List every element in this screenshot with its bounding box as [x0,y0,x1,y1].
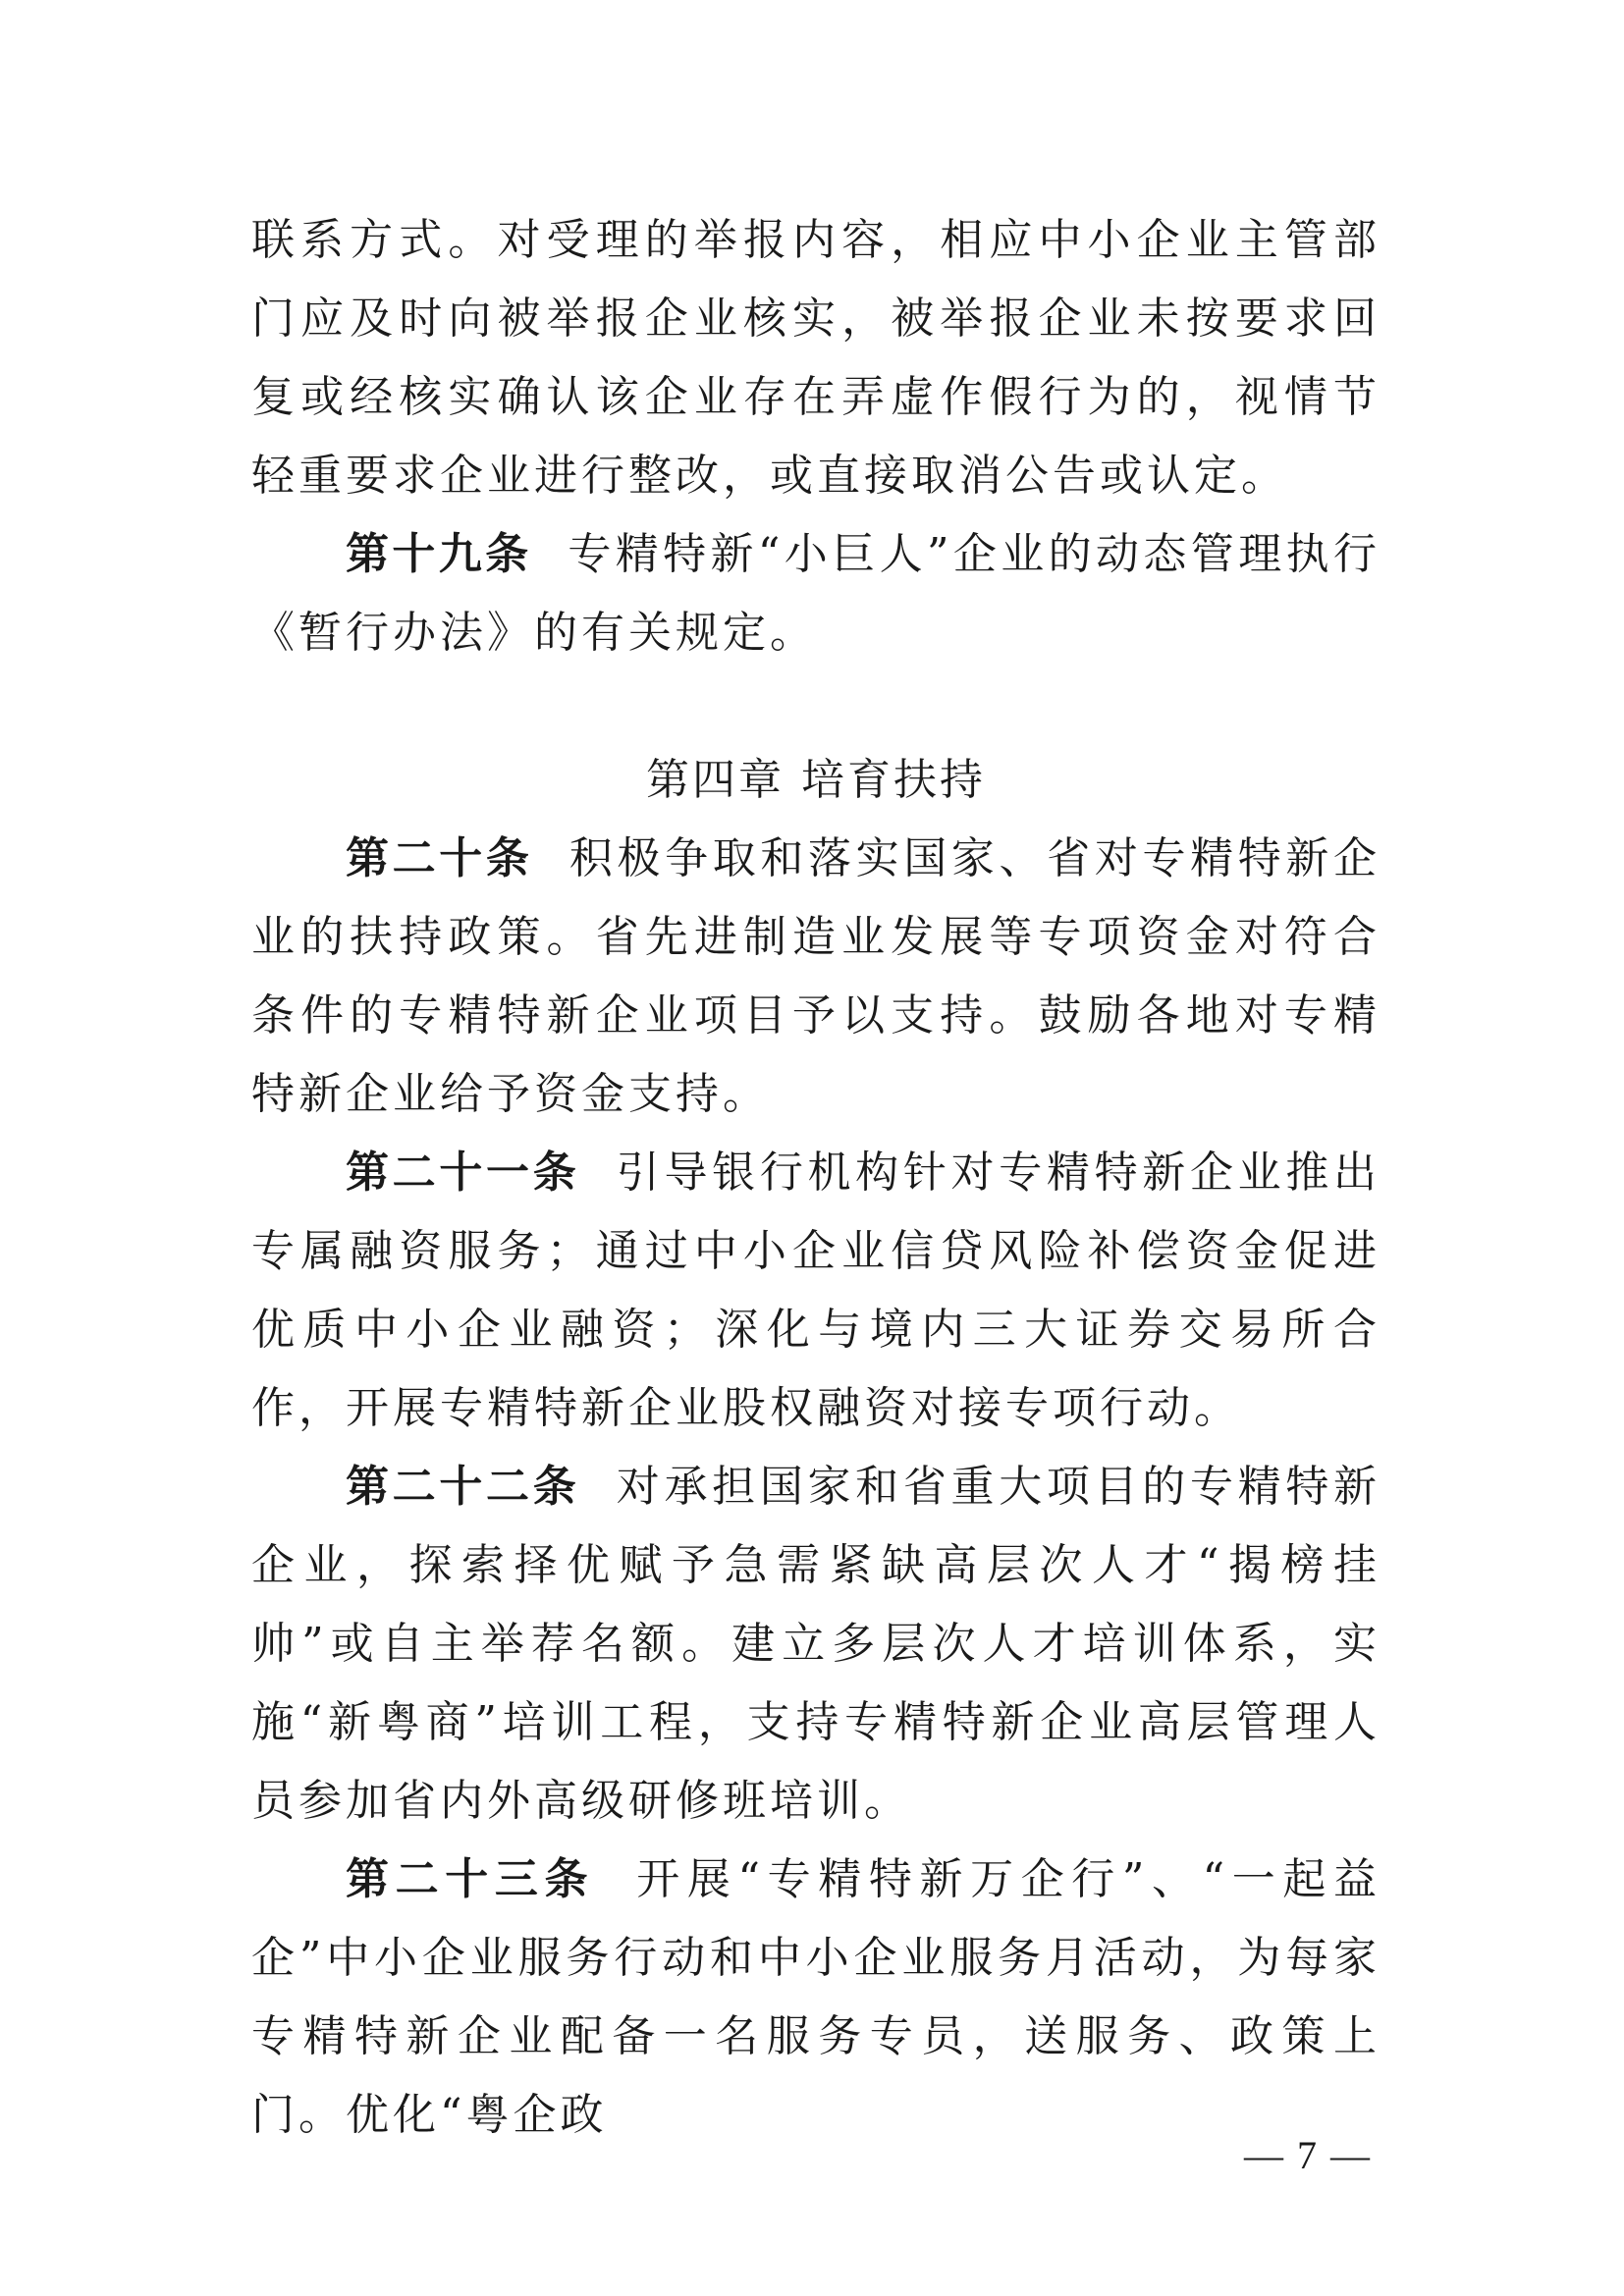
continuation-paragraph [251,201,1380,515]
article-22-text: 对承担国家和省重大项目的专精特新企业，探索择优赋予急需紧缺高层次人才“揭榜挂帅”或自主举荐名额。建立多层次人才培训体系，实施“新粤商”培训工程，支持专精特新企业高层管理人员参加省内外高级研修班培训。 [251,1462,1381,1826]
article-20-text: 积极争取和落实国家、省对专精特新企业的扶持政策。省先进制造业发展等专项资金对符合条件的专精特新企业项目予以支持。鼓励各地对专精特新企业给予资金支持。 [251,833,1381,1119]
article-21-label: 第二十一条 [346,1148,580,1198]
article-22-label: 第二十二条 [346,1462,580,1512]
article-22-paragraph [251,1448,1380,1841]
chapter-title: 第四章 培育扶持 [646,755,986,805]
article-19-text: 专精特新“小巨人”企业的动态管理执行《暂行办法》的有关规定。 [251,529,1380,658]
article-20-label: 第二十条 [346,833,533,883]
article-23-paragraph [251,1841,1380,2155]
article-23-label: 第二十三条 [346,1854,595,1904]
article-21-paragraph [251,1134,1380,1448]
article-21-text: 引导银行机构针对专精特新企业推出专属融资服务；通过中小企业信贷风险补偿资金促进优质中小企业融资；深化与境内三大证券交易所合作，开展专精特新企业股权融资对接专项行动。 [251,1148,1381,1433]
article-23-text: 开展“专精特新万企行”、“一起益企”中小企业服务行动和中小企业服务月活动，为每家专精特新企业配备一名服务专员，送服务、政策上门。优化“粤企政 [251,1854,1380,2140]
article-19-label: 第十九条 [346,529,532,579]
article-19-paragraph [251,515,1380,672]
document-body [251,201,1380,2155]
page-number: — 7 — [1244,2133,1372,2177]
article-20-paragraph [251,820,1380,1134]
continuation-text: 联系方式。对受理的举报内容，相应中小企业主管部门应及时向被举报企业核实，被举报企业未按要求回复或经核实确认该企业存在弄虚作假行为的，视情节轻重要求企业进行整改，或直接取消公告或认定。 [251,215,1380,501]
